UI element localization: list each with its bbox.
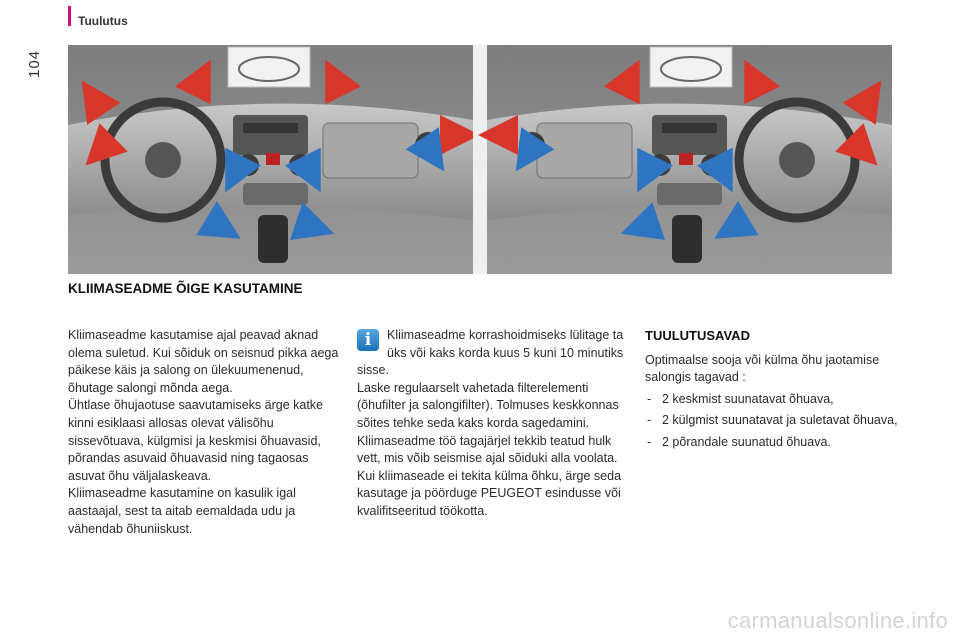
- vents-subheading: TUULUTUSAVAD: [645, 328, 750, 343]
- section-accent-bar: [68, 6, 71, 26]
- maintenance-column: [357, 327, 625, 521]
- watermark: carmanualsonline.info: [727, 608, 948, 633]
- usage-paragraph-2: Ühtlase õhujaotuse saavutamiseks ärge katke kinni esiklaasi allosas olevat välisõhu sissevõtuava, külgmisi ja keskmisi õhuavasid, põrandas asuvaid õhuavasid ning tagaosas asuvat õhu väljalaskeava.: [68, 398, 324, 483]
- info-icon: i: [357, 329, 379, 351]
- maintenance-paragraph-2: Laske regulaarselt vahetada filterelementi (õhufilter ja salongifilter). Tolmuses keskkonnas sõites tehke seda kaks korda sagedamini.: [357, 380, 619, 430]
- right-dashboard-panel: [487, 45, 892, 274]
- list-item: - 2 keskmist suunatavat õhuava,: [645, 391, 910, 409]
- section-heading: KLIIMASEADME ÕIGE KASUTAMINE: [68, 281, 303, 296]
- page-number: 104: [26, 49, 43, 78]
- usage-paragraph-3: Kliimaseadme kasutamine on kasulik igal aastaajal, sest ta aitab eemaldada udu ja vähendab õhuniiskust.: [68, 486, 296, 536]
- list-item: - 2 külgmist suunatavat ja suletavat õhuava,: [645, 412, 910, 430]
- ventilation-illustration: [68, 45, 892, 274]
- maintenance-lead: Kliimaseadme korrashoidmiseks lülitage ta üks või kaks korda kuus 5 kuni 10 minutiks sisse.: [357, 328, 624, 378]
- list-item: - 2 põrandale suunatud õhuava.: [645, 434, 910, 452]
- usage-paragraph-1: Kliimaseadme kasutamise ajal peavad aknad olema suletud. Kui sõiduk on seisnud pikka aega päikese käis ja salong on ülekuumenenud, õhutage salongi mõnda aega.: [68, 328, 339, 395]
- usage-column: [68, 327, 342, 538]
- left-dashboard-panel: [68, 45, 473, 274]
- section-title: Tuulutus: [78, 14, 128, 28]
- maintenance-paragraph-3: Kliimaseadme töö tagajärjel tekkib teatud hulk vett, mis võib seismise ajal sõiduki alla voolata.: [357, 433, 618, 466]
- vents-intro: Optimaalse sooja või külma õhu jaotamise salongis tagavad :: [645, 352, 880, 385]
- maintenance-paragraph-4: Kui kliimaseade ei tekita külma õhku, ärge seda kasutage ja pöörduge PEUGEOT esindusse või kvalifitseeritud töökotta.: [357, 468, 622, 518]
- vents-column: [645, 327, 910, 456]
- vents-list: [645, 391, 910, 452]
